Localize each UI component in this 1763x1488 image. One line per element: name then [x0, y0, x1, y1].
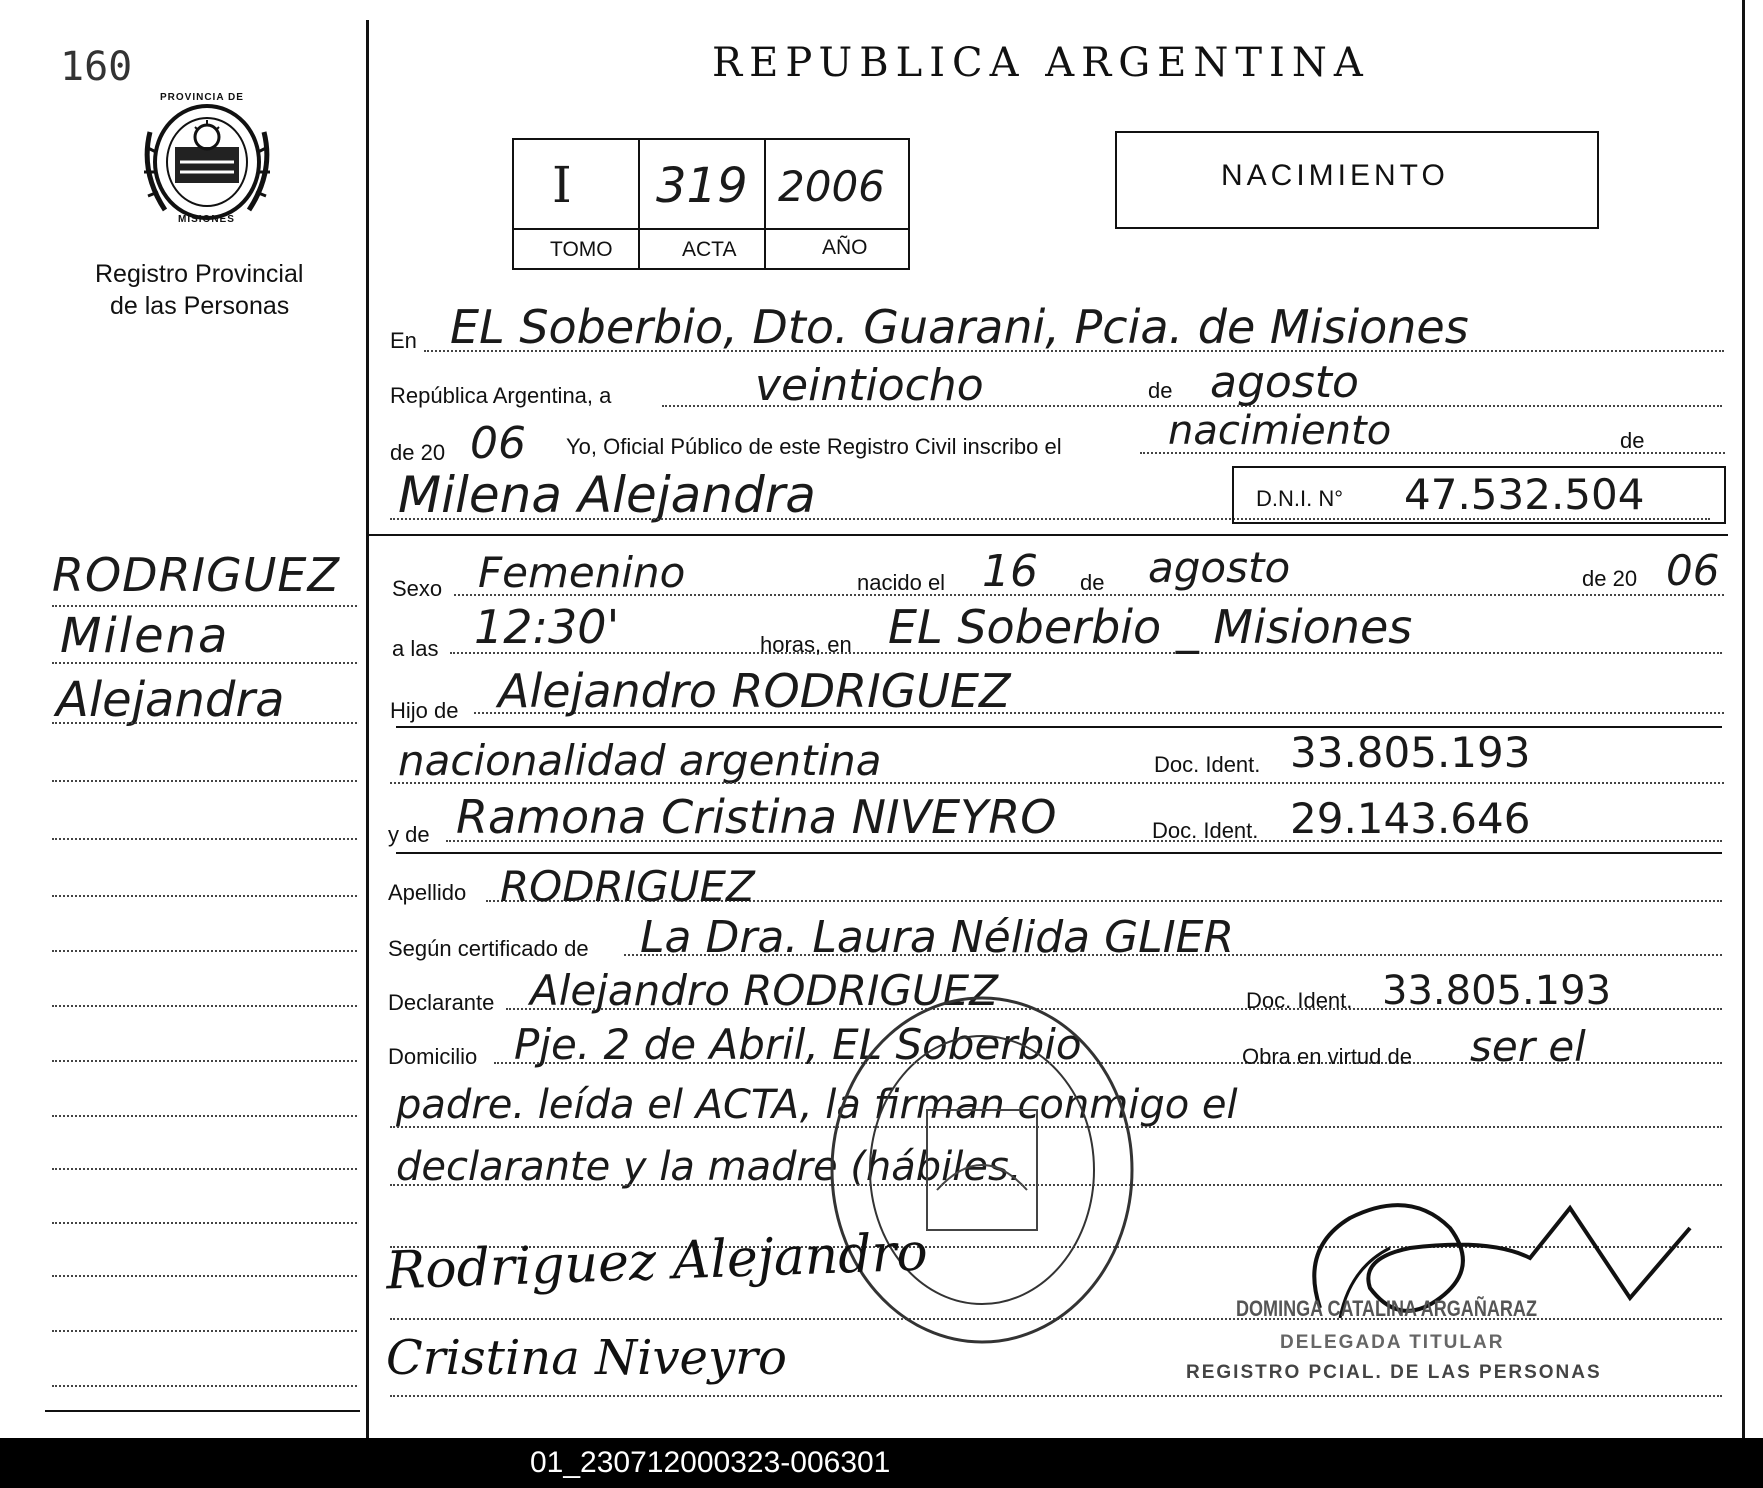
label-nacido-el: nacido el	[857, 570, 946, 595]
field-nacionalidad: nacionalidad argentina	[398, 736, 882, 785]
label-en: En	[390, 328, 417, 353]
right-border	[1742, 0, 1745, 1438]
label-horas-en: horas, en	[760, 632, 852, 657]
label-de-1: de	[1148, 378, 1173, 403]
label-doc-ident-madre: Doc. Ident.	[1152, 818, 1259, 843]
official-title: DELEGADA TITULAR	[1280, 1332, 1505, 1353]
label-doc-ident-declarante: Doc. Ident.	[1246, 988, 1353, 1013]
label-declarante: Declarante	[388, 990, 495, 1015]
dni-box	[1232, 466, 1726, 524]
margin-note-line1: RODRIGUEZ	[52, 548, 341, 602]
acta-value: 319	[656, 158, 748, 214]
label-dni: D.N.I. N°	[1256, 486, 1344, 511]
official-office: REGISTRO PCIAL. DE LAS PERSONAS	[1186, 1362, 1602, 1383]
registry-name-line1: Registro Provincial	[95, 260, 304, 288]
label-de-3: de	[1080, 570, 1105, 595]
row-divider-2	[396, 852, 1722, 854]
field-dni-numero: 47.532.504	[1404, 470, 1645, 519]
footer-document-id: 01_230712000323-006301	[530, 1446, 891, 1479]
margin-note-line2: Milena	[60, 608, 230, 664]
field-madre: Ramona Cristina NIVEYRO	[456, 790, 1057, 844]
field-obs-linea1: padre. leída el ACTA, la firman conmigo el	[396, 1082, 1238, 1128]
left-column-divider	[366, 20, 369, 1438]
document-title: REPUBLICA ARGENTINA	[712, 40, 1370, 86]
act-type-box	[1115, 131, 1599, 229]
label-sexo: Sexo	[392, 576, 443, 601]
tomo-label: TOMO	[550, 238, 613, 261]
field-lugar: EL Soberbio, Dto. Guarani, Pcia. de Misiones	[450, 300, 1469, 354]
field-tipo-inscripcion: nacimiento	[1168, 408, 1392, 454]
label-segun-certificado: Según certificado de	[388, 936, 589, 961]
field-sexo: Femenino	[478, 548, 686, 597]
label-de-2: de	[1620, 428, 1645, 453]
anio-label: AÑO	[822, 236, 868, 259]
label-apellido: Apellido	[388, 880, 467, 905]
label-de-20-2: de 20	[1582, 566, 1638, 591]
logo-top-text: PROVINCIA DE	[160, 92, 244, 103]
field-certificado-de: La Dra. Laura Nélida GLIER	[640, 912, 1235, 963]
record-number-box	[512, 138, 910, 270]
field-anio-nacimiento-sufijo: 06	[1666, 546, 1720, 595]
label-obra-en-virtud: Obra en virtud de	[1242, 1044, 1412, 1069]
label-yo-oficial: Yo, Oficial Público de este Registro Civil inscribo el	[566, 434, 1062, 459]
signature-declarante: Rodriguez Alejandro	[385, 1222, 929, 1302]
label-domicilio: Domicilio	[388, 1044, 478, 1069]
field-anio-sufijo: 06	[470, 418, 526, 469]
field-nombre: Milena Alejandra	[398, 466, 816, 524]
field-domicilio: Pje. 2 de Abril, EL Soberbio	[514, 1020, 1082, 1069]
provincial-coat-of-arms-logo	[140, 92, 275, 232]
acta-label: ACTA	[682, 238, 737, 261]
field-dia-nacimiento: 16	[982, 546, 1038, 597]
official-stamp	[822, 990, 1142, 1350]
official-name: DOMINGA CATALINA ARGAÑARAZ	[1236, 1296, 1537, 1321]
field-dia-letras: veintiocho	[755, 360, 984, 411]
label-de-20: de 20	[390, 440, 446, 465]
field-padre: Alejandro RODRIGUEZ	[498, 664, 1011, 718]
tomo-value: I	[552, 156, 572, 214]
field-declarante-doc: 33.805.193	[1382, 968, 1612, 1014]
field-lugar-nacimiento: EL Soberbio _ Misiones	[888, 600, 1413, 654]
registry-name-line2: de las Personas	[110, 292, 290, 320]
anio-value: 2006	[778, 162, 885, 211]
label-y-de: y de	[388, 822, 430, 847]
folio-number: 160	[60, 44, 133, 90]
logo-bottom-text: MISIONES	[178, 214, 235, 225]
scan-footer-bar	[0, 1438, 1763, 1488]
label-republica: República Argentina, a	[390, 383, 612, 408]
signature-madre: Cristina Niveyro	[386, 1330, 787, 1386]
field-mes-nacimiento: agosto	[1148, 543, 1291, 592]
field-obra-en-virtud: ser el	[1470, 1022, 1586, 1071]
margin-note-line3: Alejandra	[56, 672, 285, 728]
label-hijo-de: Hijo de	[390, 698, 459, 723]
label-doc-ident-padre: Doc. Ident.	[1154, 752, 1261, 777]
act-type-label: NACIMIENTO	[1221, 159, 1449, 192]
field-obs-linea2: declarante y la madre (hábiles.	[396, 1144, 1022, 1190]
field-madre-doc: 29.143.646	[1290, 794, 1531, 843]
field-mes: agosto	[1210, 357, 1359, 408]
field-declarante: Alejandro RODRIGUEZ	[530, 966, 998, 1015]
field-apellido: RODRIGUEZ	[500, 862, 755, 911]
field-padre-doc: 33.805.193	[1290, 728, 1531, 777]
section-divider	[368, 534, 1728, 536]
field-hora: 12:30'	[474, 600, 620, 654]
label-a-las: a las	[392, 636, 439, 661]
